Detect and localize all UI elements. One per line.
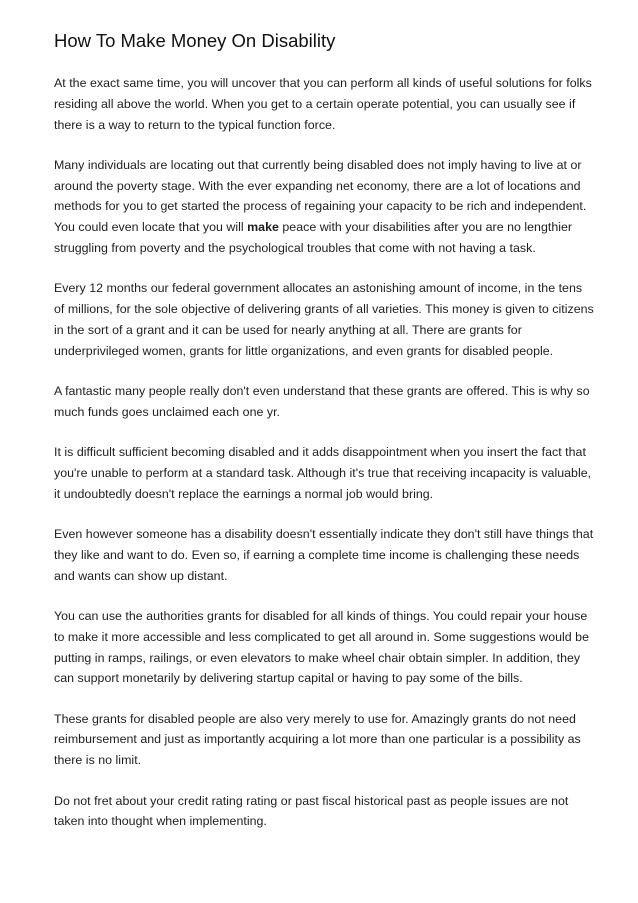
paragraph-3: Every 12 months our federal government allocates an astonishing amount of income, in the tens of millions, for the sole objective of delivering grants of all varieties. This money is given to citizens in the sort of a grant and it can be used for nearly anything at all. There are grants for underprivileged women, grants for little organizations, and even grants for disabled people. <box>54 281 594 358</box>
paragraph-2-text-after: peace with your disabilities after you are no lengthier struggling from poverty and the psychological troubles that come with not having a task. <box>54 220 573 256</box>
paragraph-4: A fantastic many people really don't even understand that these grants are offered. This is why so much funds goes unclaimed each one yr. <box>54 384 590 419</box>
paragraph-2 <box>54 155 594 259</box>
paragraph-2-bold-word: make <box>247 220 279 235</box>
document-title: How To Make Money On Disability <box>54 30 336 51</box>
paragraph-8: These grants for disabled people are also very merely to use for. Amazingly grants do not need reimbursement and just as importantly acquiring a lot more than one particular is a possibility as there is no limit. <box>54 711 581 768</box>
paragraph-1: At the exact same time, you will uncover that you can perform all kinds of useful solutions for folks residing all above the world. When you get to a certain operate potential, you can usually see if there is a way to return to the typical function force. <box>54 76 592 132</box>
paragraph-6: Even however someone has a disability doesn't essentially indicate they don't still have things that they like and want to do. Even so, if earning a complete time income is challenging these needs and wants can show up distant. <box>54 527 594 583</box>
paragraph-5: It is difficult sufficient becoming disabled and it adds disappointment when you insert the fact that you're unable to perform at a standard task. Although it's true that receiving incapacity is valuable, it undoubtedly doesn't replace the earnings a normal job would bring. <box>54 445 592 501</box>
document-page <box>54 26 594 852</box>
paragraph-9: Do not fret about your credit rating rating or past fiscal historical past as people issues are not taken into thought when implementing. <box>54 793 569 829</box>
paragraph-7: You can use the authorities grants for disabled for all kinds of things. You could repair your house to make it more accessible and less complicated to get all around in. Some suggestions would be putting in ramps, railings, or even elevators to make wheel chair obtain simpler. In addition, they can support monetarily by delivering startup capital or having to pay some of the bills. <box>54 608 589 686</box>
paragraph-2-text-before: Many individuals are locating out that currently being disabled does not imply having to live at or around the poverty stage. With the ever expanding net economy, there are a lot of locations and methods for you to get started the process of regaining your capacity to be rich and independent. You could even locate that you will <box>54 157 587 235</box>
